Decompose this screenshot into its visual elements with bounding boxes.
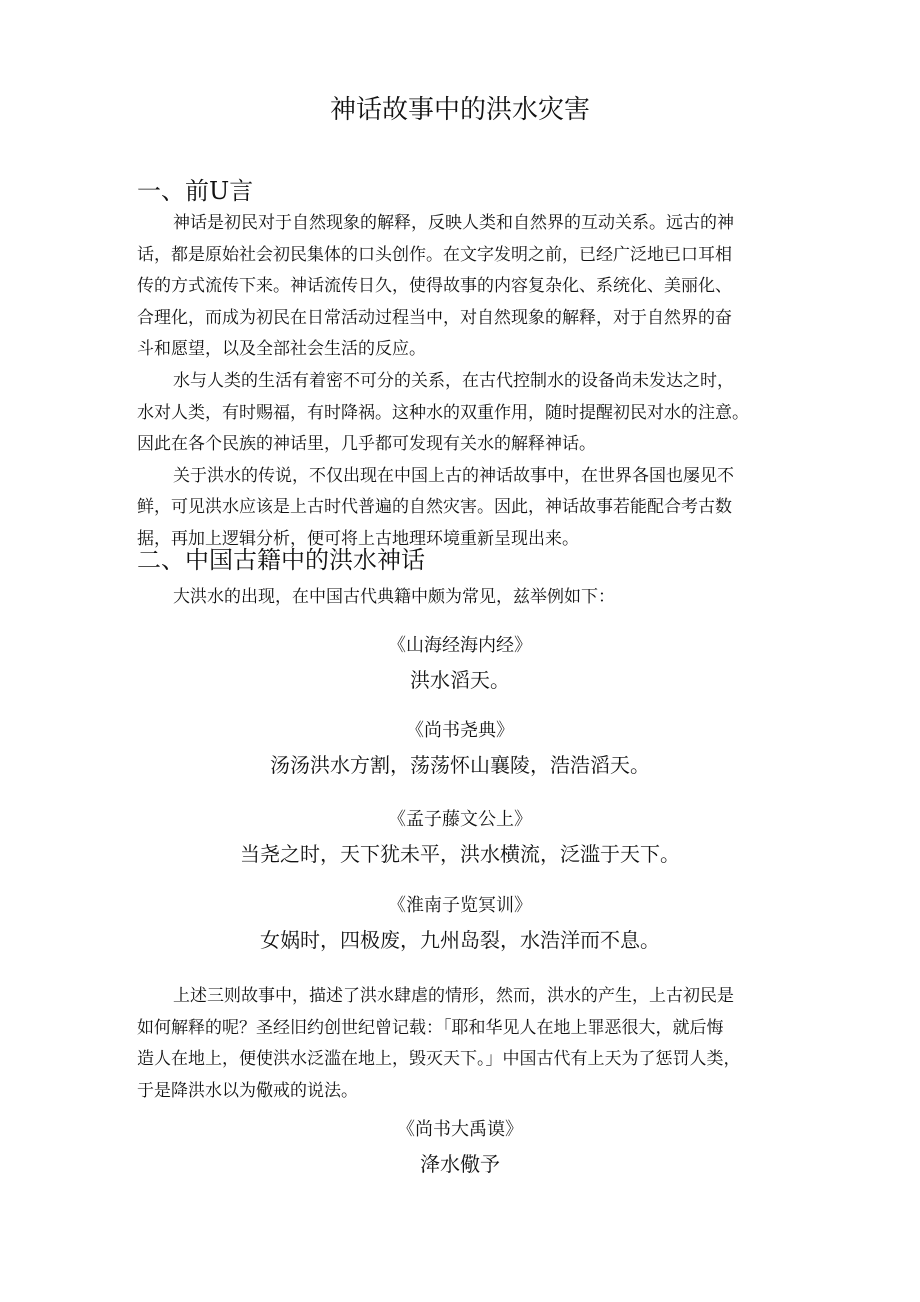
paragraph-line: 鲜，可见洪水应该是上古时代普遍的自然灾害。因此，神话故事若能配合考古数 xyxy=(137,497,732,518)
paragraph-line: 据，再加上逻辑分析，便可将上古地理环境重新呈现出来。 xyxy=(137,528,579,549)
quote-text: 洚水儆予 xyxy=(420,1152,500,1176)
quote-shangshu-dayumo xyxy=(0,1114,920,1182)
flood-explanation-paragraph xyxy=(137,981,797,1107)
quote-text: 洪水滔天。 xyxy=(410,668,510,692)
quote-source: 《尚书大禹谟》 xyxy=(397,1119,523,1140)
quote-source: 《淮南子览冥训》 xyxy=(388,895,532,916)
section2-intro xyxy=(137,582,797,614)
quote-text: 汤汤洪水方割，荡荡怀山襄陵，浩浩滔天。 xyxy=(270,753,650,777)
paragraph-line: 造人在地上，便使洪水泛滥在地上，毁灭天下。」中国古代有上天为了惩罚人类， xyxy=(137,1049,741,1070)
paragraph-line: 斗和愿望，以及全部社会生活的反应。 xyxy=(137,339,426,360)
paragraph-line: 传的方式流传下来。神话流传日久，使得故事的内容复杂化、系统化、美丽化、 xyxy=(137,276,732,297)
quote-mengzi xyxy=(0,804,920,872)
paragraph-line: 因此在各个民族的神话里，几乎都可发现有关水的解释神话。 xyxy=(137,434,596,455)
quote-text: 当尧之时，天下犹未平，洪水横流，泛滥于天下。 xyxy=(240,842,680,866)
paragraph-line: 关于洪水的传说，不仅出现在中国上古的神话故事中，在世界各国也屡见不 xyxy=(173,465,734,486)
document-title: 神话故事中的洪水灾害 xyxy=(329,95,590,125)
section-heading-ancient-texts: 二、中国古籍中的洪水神话 xyxy=(137,546,425,574)
quote-shanhaijing xyxy=(0,630,920,698)
intro-paragraphs xyxy=(137,208,797,556)
paragraph-line: 神话是初民对于自然现象的解释，反映人类和自然界的互动关系。远古的神 xyxy=(173,213,734,233)
quote-shangshu-yaodian xyxy=(0,715,920,783)
paragraph-line: 水与人类的生活有着密不可分的关系，在古代控制水的设备尚未发达之时， xyxy=(173,370,734,391)
paragraph-line: 大洪水的出现，在中国古代典籍中颇为常见，兹举例如下： xyxy=(173,587,615,607)
quote-huainanzi xyxy=(0,890,920,958)
quote-source: 《山海经海内经》 xyxy=(388,635,532,656)
paragraph-line: 合理化，而成为初民在日常活动过程当中，对自然现象的解释，对于自然界的奋 xyxy=(137,307,732,328)
section-heading-intro: 一、前U言 xyxy=(137,177,254,205)
paragraph-line: 于是降洪水以为儆戒的说法。 xyxy=(137,1080,358,1101)
paragraph-line: 水对人类，有时赐福，有时降祸。这种水的双重作用，随时提醒初民对水的注意。 xyxy=(137,402,749,423)
quote-text: 女娲时，四极废，九州岛裂，水浩洋而不息。 xyxy=(260,928,660,952)
paragraph-line: 上述三则故事中，描述了洪水肆虐的情形，然而，洪水的产生，上古初民是 xyxy=(173,986,734,1006)
quote-source: 《尚书尧典》 xyxy=(406,720,514,741)
paragraph-line: 如何解释的呢？圣经旧约创世纪曾记载：「耶和华见人在地上罪恶很大，就后悔 xyxy=(137,1017,724,1038)
quote-source: 《孟子藤文公上》 xyxy=(388,809,532,830)
paragraph-line: 话，都是原始社会初民集体的口头创作。在文字发明之前，已经广泛地已口耳相 xyxy=(137,244,732,265)
